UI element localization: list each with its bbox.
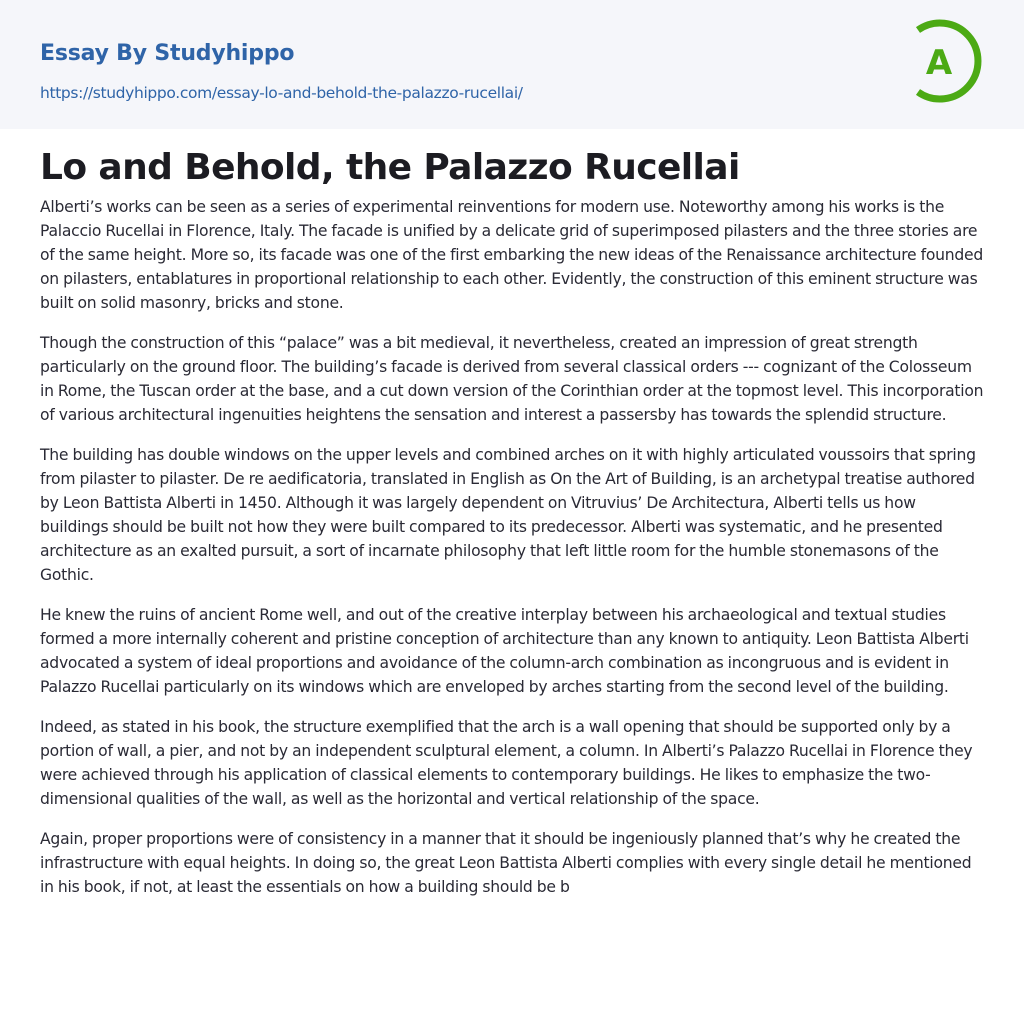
essay-paragraph-6: Again, proper proportions were of consistency in a manner that it should be ingeniously planned that’s why he created the infrastructure with equal heights. In doing so, the great Leon Battista Alberti complies with every single detail he mentioned in his book, if not, at least the essentials on how a building should be b xyxy=(40,830,972,896)
logo-letter: A xyxy=(925,43,953,83)
studyhippo-logo-icon[interactable] xyxy=(908,18,988,106)
essay-paragraph-5: Indeed, as stated in his book, the structure exemplified that the arch is a wall opening that should be supported only by a portion of wall, a pier, and not by an independent sculptural element, a column. In Alberti’s Palazzo Rucellai in Florence they were achieved through his application of classical elements to contemporary buildings. He likes to emphasize the two-dimensional qualities of the wall, as well as the horizontal and vertical relationship of the space. xyxy=(40,718,973,808)
brand-title: Essay By Studyhippo xyxy=(40,41,295,66)
essay-body xyxy=(40,195,986,915)
essay-url-link[interactable]: https://studyhippo.com/essay-lo-and-behold-the-palazzo-rucellai/ xyxy=(40,84,523,102)
logo-svg xyxy=(908,18,988,106)
essay-paragraph-4: He knew the ruins of ancient Rome well, and out of the creative interplay between his archaeological and textual studies formed a more internally coherent and pristine conception of architecture than any known to antiquity. Leon Battista Alberti advocated a system of ideal proportions and avoidance of the column-arch combination as incongruous and is evident in Palazzo Rucellai particularly on its windows which are enveloped by arches starting from the second level of the building. xyxy=(40,606,969,696)
essay-paragraph-1: Alberti’s works can be seen as a series of experimental reinventions for modern use. Noteworthy among his works is the Palaccio Rucellai in Florence, Italy. The facade is unified by a delicate grid of superimposed pilasters and the three stories are of the same height. More so, its facade was one of the first embarking the new ideas of the Renaissance architecture founded on pilasters, entablatures in proportional relationship to each other. Evidently, the construction of this eminent structure was built on solid masonry, bricks and stone. xyxy=(40,198,984,312)
essay-paragraph-3: The building has double windows on the upper levels and combined arches on it with highly articulated voussoirs that spring from pilaster to pilaster. De re aedificatoria, translated in English as On the Art of Building, is an archetypal treatise authored by Leon Battista Alberti in 1450. Although it was largely dependent on Vitruvius’ De Architectura, Alberti tells us how buildings should be built not how they were built compared to its predecessor. Alberti was systematic, and he presented architecture as an exalted pursuit, a sort of incarnate philosophy that left little room for the humble stonemasons of the Gothic. xyxy=(40,446,976,584)
site-header xyxy=(0,0,1024,129)
page-title: Lo and Behold, the Palazzo Rucellai xyxy=(40,147,740,188)
essay-paragraph-2: Though the construction of this “palace” was a bit medieval, it nevertheless, created an impression of great strength particularly on the ground floor. The building’s facade is derived from several classical orders --- cognizant of the Colosseum in Rome, the Tuscan order at the base, and a cut down version of the Corinthian order at the topmost level. This incorporation of various architectural ingenuities heightens the sensation and interest a passersby has towards the splendid structure. xyxy=(40,334,984,424)
